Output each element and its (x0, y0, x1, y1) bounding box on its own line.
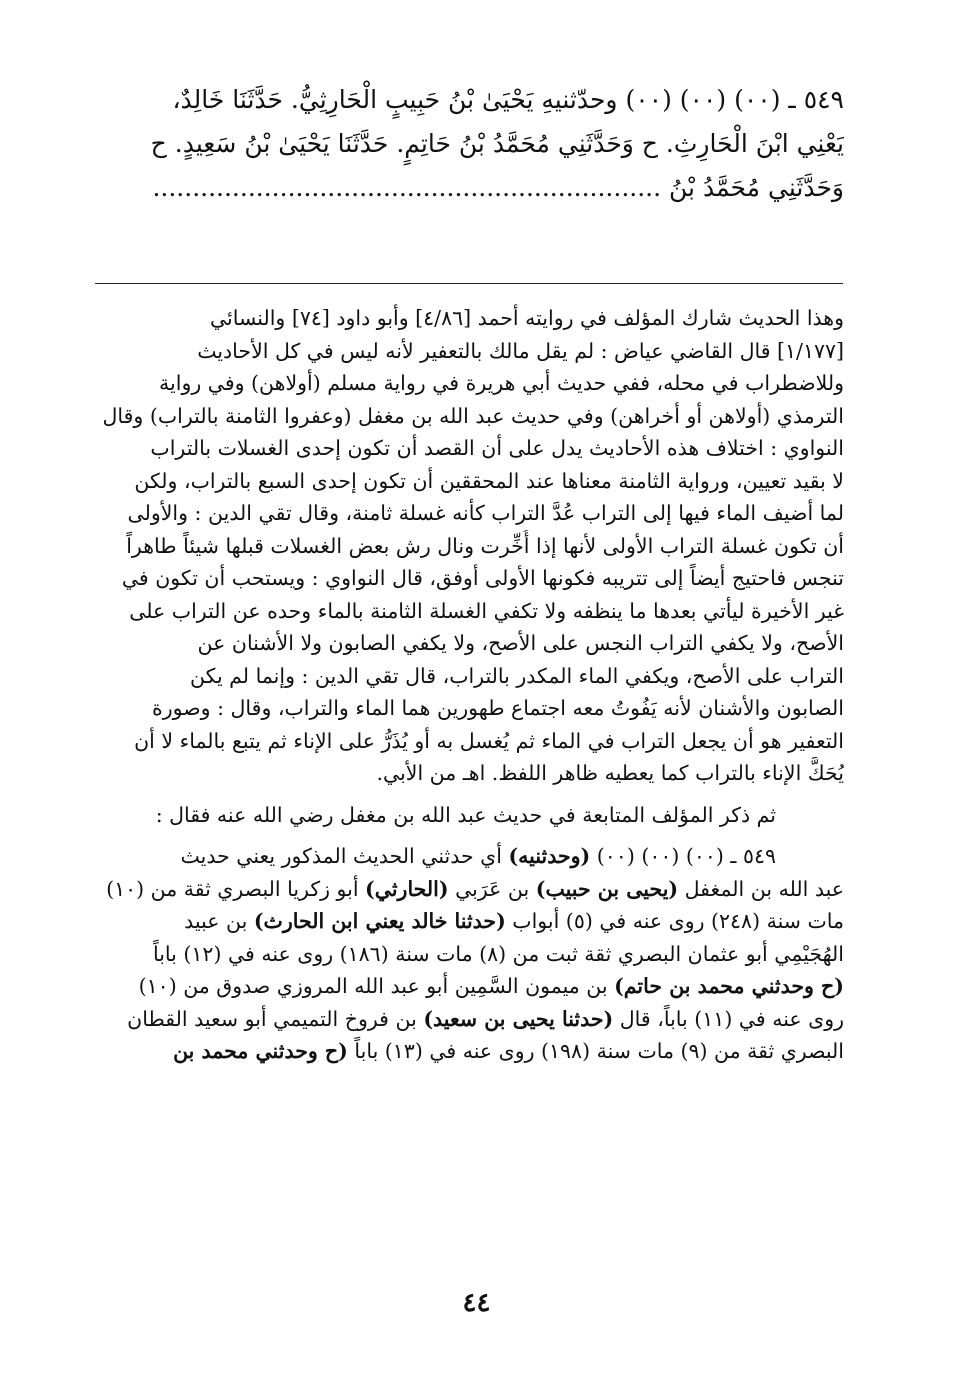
commentary-transition-line: ثم ذكر المؤلف المتابعة في حديث عبد الله بن مغفل رضي الله عنه فقال : (155, 802, 776, 827)
bold-narrator: (ح وحدثني محمد بن حاتم) (614, 974, 844, 998)
hadith-line-3 (68, 166, 844, 210)
commentary-line: وللاضطراب في محله، ففي حديث أبي هريرة في رواية مسلم (أولاهن) وفي رواية (159, 371, 844, 395)
bold-narrator: (الحارثي) (365, 876, 449, 901)
commentary-text: أبو زكريا البصري ثقة من (١٠) (106, 876, 366, 901)
commentary-text: روى عنه في (١١) باباً، قال (613, 1006, 844, 1031)
commentary-line: النواوي : اختلاف هذه الأحاديث يدل على أن القصد أن تكون إحدى الغسلات بالتراب (150, 436, 844, 460)
bold-narrator: (يحيى بن حبيب) (535, 876, 679, 901)
commentary-line: الأصح، ولا يكفي التراب النجس على الأصح، ولا يكفي الصابون ولا الأشنان عن (197, 631, 844, 655)
commentary-line: التعفير هو أن يجعل التراب في الماء ثم يُغسل به أو يُذَرُّ على الإناء ثم يتبع بالماء لا أن (134, 728, 844, 753)
commentary-line (66, 840, 844, 873)
commentary-line: يُحَكَّ الإناء بالتراب كما يعطيه ظاهر اللفظ. اهـ من الأبي. (376, 761, 844, 785)
bold-narrator: (ح وحدثني محمد بن (173, 1039, 348, 1063)
commentary-line (66, 1003, 844, 1036)
commentary-text: أي حدثني الحديث المذكور يعني حديث (180, 844, 509, 868)
commentary-line: الصابون والأشنان لأنه يَفُوتُ معه اجتماع طهورين هما الماء والتراب، وقال : وصورة (152, 696, 844, 720)
commentary-line (66, 905, 844, 938)
commentary-line (66, 873, 844, 906)
bold-narrator: (وحدثنيه) (508, 844, 591, 868)
commentary-text: بن فروخ التميمي أبو سعيد القطان (127, 1006, 424, 1031)
commentary-line: وهذا الحديث شارك المؤلف في روايته أحمد [٤/٨٦] وأبو داود [٧٤] والنسائي (209, 306, 844, 330)
commentary-text: البصري ثقة من (٩) مات سنة (١٩٨) روى عنه في (١٣) باباً (347, 1039, 844, 1063)
commentary-text: بن ميمون السَّمِين أبو عبد الله المروزي صدوق من (١٠) (138, 974, 615, 998)
commentary-line: غير الأخيرة ليأتي بعدها ما ينظفه ولا تكفي الغسلة الثامنة بالماء وحده عن التراب على (129, 598, 844, 623)
hadith-line-2: يَعْنِي ابْنَ الْحَارِثِ. ح وَحَدَّثَنِي مُحَمَّدُ بْنُ حَاتِمٍ. حَدَّثَنَا يَحْيَىٰ بْنُ سَعِيدٍ. ح (150, 129, 844, 158)
commentary-line: لما أضيف الماء فيها إلى التراب عُدَّ التراب كأنه غسلة ثامنة، وقال تقي الدين : والأولى (127, 501, 844, 525)
continuation-dots: ................................................................ (152, 173, 662, 202)
commentary-text: مات سنة (٢٤٨) روى عنه في (٥) أبواب (505, 909, 844, 933)
commentary-line: التراب على الأصح، ويكفي الماء المكدر بالتراب، قال تقي الدين : وإنما لم يكن (190, 663, 844, 688)
commentary-line: أن تكون غسلة التراب الأولى لأنها إذا أُخِّرت ونال رش بعض الغسلات قبلها شيئاً طاهراً (126, 533, 844, 558)
commentary-block (66, 302, 844, 1068)
commentary-line: لا بقيد تعيين، ورواية الثامنة معناها عند المحققين أن تكون إحدى السبع بالتراب، ولكن (134, 468, 844, 493)
page-number: ٤٤ (462, 1288, 491, 1318)
bold-narrator: (حدثنا خالد يعني ابن الحارث) (253, 909, 506, 933)
hadith-line-3-text: وَحَدَّثَنِي مُحَمَّدُ بْنُ (669, 173, 844, 202)
commentary-text: عبد الله بن المغفل (678, 876, 844, 901)
commentary-text: بن عَرَبي (448, 876, 536, 901)
commentary-line (66, 970, 844, 1003)
commentary-line: [١/١٧٧] قال القاضي عياض : لم يقل مالك بالتعفير لأنه ليس في كل الأحاديث (197, 338, 844, 363)
commentary-line: الهُجَيْمِي أبو عثمان البصري ثقة ثبت من (٨) مات سنة (١٨٦) روى عنه في (١٢) باباً (152, 941, 844, 966)
commentary-line (66, 1035, 844, 1068)
hadith-text-block (68, 78, 844, 210)
hadith-number: ٥٤٩ ـ (٠٠) (٠٠) (٠٠) (590, 844, 776, 868)
commentary-text: بن عبيد (184, 909, 254, 933)
commentary-line: الترمذي (أولاهن أو أخراهن) وفي حديث عبد الله بن مغفل (وعفروا الثامنة بالتراب) وقال (102, 403, 844, 428)
hadith-line-1: ٥٤٩ ـ (٠٠) (٠٠) (٠٠) وحدّثنيهِ يَحْيَىٰ بْنُ حَبِيبٍ الْحَارِثِيُّ. حَدَّثَنَا خَالِدٌ، (172, 85, 844, 114)
footnote-divider (95, 283, 843, 284)
commentary-line: تنجس فاحتيج أيضاً إلى تتريبه فكونها الأولى أوفق، قال النواوي : ويستحب أن تكون في (121, 566, 844, 590)
bold-narrator: (حدثنا يحيى بن سعيد) (423, 1006, 614, 1031)
